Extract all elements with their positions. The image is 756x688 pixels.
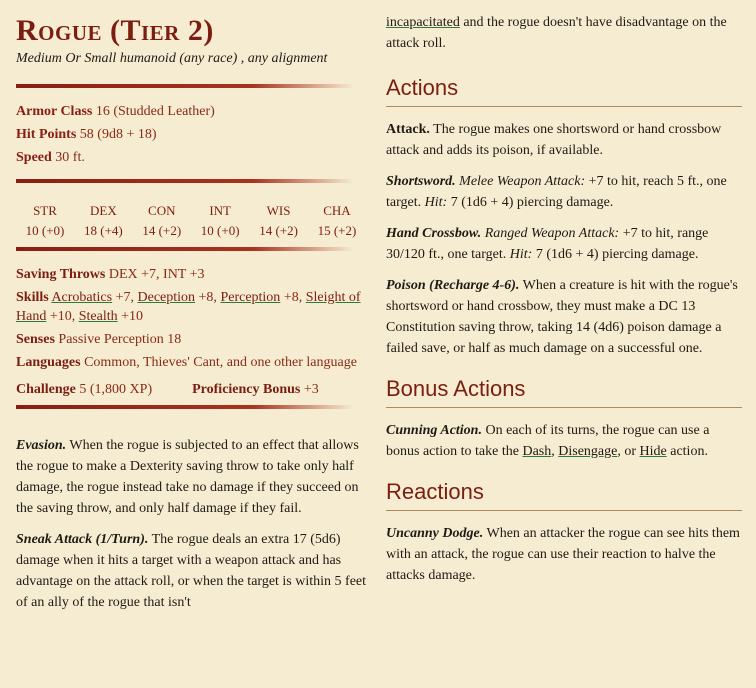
- saving-throws: Saving Throws DEX +7, INT +3: [16, 267, 205, 282]
- action-hand-crossbow: Hand Crossbow. Ranged Weapon Attack: +7 to hit, range 30/120 ft., one target. Hit: 7 (1d6 + 4) piercing damage.: [386, 226, 709, 262]
- page-title: Rogue (Tier 2): [16, 14, 214, 47]
- action-attack: Attack. The rogue makes one shortsword or hand crossbow attack and adds its poison, if available.: [386, 122, 722, 158]
- trait-evasion: Evasion. When the rogue is subjected to an effect that allows the rogue to make a Dexterity saving throw to take only half damage, the rogue instead take no damage if they succeed on the saving throw, and only half damage if they fail.: [16, 438, 359, 516]
- ability-con: CON 14 (+2): [142, 203, 182, 238]
- trait-sneak-attack-continued: incapacitated and the rogue doesn't have disadvantage on the attack roll.: [386, 15, 727, 51]
- skills: Skills Acrobatics +7, Deception +8, Perception +8, Sleight of Hand +10, Stealth +10: [16, 290, 361, 324]
- action-link-hide[interactable]: Hide: [639, 444, 667, 459]
- proficiency-bonus: Proficiency Bonus +3: [192, 382, 319, 397]
- hit-points: Hit Points 58 (9d8 + 18): [16, 127, 157, 142]
- divider: [16, 247, 354, 251]
- ability-dex: DEX 18 (+4): [84, 203, 123, 238]
- reaction-uncanny-dodge: Uncanny Dodge. When an attacker the rogue can see hits them with an attack, the rogue can use their reaction to halve the attacks damage.: [386, 526, 740, 583]
- action-link-disengage[interactable]: Disengage: [558, 444, 618, 459]
- trait-sneak-attack: Sneak Attack (1/Turn). The rogue deals an extra 17 (5d6) damage when it hits a target with a weapon attack and has advantage on the attack roll, or when the target is within 5 feet of an ally of the rogue that isn't: [16, 532, 367, 610]
- bonus-action-cunning: Cunning Action. On each of its turns, the rogue can use a bonus action to take the Dash, Disengage, or Hide action.: [386, 423, 710, 459]
- action-link-dash[interactable]: Dash: [522, 444, 552, 459]
- armor-class: Armor Class 16 (Studded Leather): [16, 104, 215, 119]
- right-column: [386, 12, 742, 596]
- skill-link-stealth[interactable]: Stealth: [78, 309, 118, 324]
- ability-cha: CHA 15 (+2): [317, 203, 357, 238]
- divider: [16, 405, 354, 409]
- section-heading-actions: Actions: [386, 74, 742, 107]
- condition-link-incapacitated[interactable]: incapacitated: [386, 15, 460, 30]
- ability-int: INT 10 (+0): [200, 203, 240, 238]
- action-shortsword: Shortsword. Melee Weapon Attack: +7 to hit, reach 5 ft., one target. Hit: 7 (1d6 + 4) piercing damage.: [386, 174, 727, 210]
- skill-link-sleight-of-hand[interactable]: Sleight of Hand: [16, 290, 361, 324]
- divider: [16, 179, 354, 183]
- ability-scores: [16, 201, 366, 241]
- divider: [16, 84, 354, 88]
- skill-link-perception[interactable]: Perception: [220, 290, 281, 305]
- languages: Languages Common, Thieves' Cant, and one other language: [16, 355, 357, 370]
- ability-wis: WIS 14 (+2): [259, 203, 298, 238]
- skill-link-acrobatics[interactable]: Acrobatics: [51, 290, 113, 305]
- speed: Speed 30 ft.: [16, 150, 85, 165]
- senses: Senses Passive Perception 18: [16, 332, 182, 347]
- section-heading-bonus-actions: Bonus Actions: [386, 375, 742, 408]
- challenge-row: [16, 380, 372, 399]
- skill-link-deception[interactable]: Deception: [137, 290, 196, 305]
- action-poison: Poison (Recharge 4-6). When a creature is hit with the rogue's shortsword or hand crossbow, they must make a DC 13 Constitution saving throw, taking 14 (4d6) poison damage a failed save, or half as much damage on a successful one.: [386, 278, 738, 356]
- section-heading-reactions: Reactions: [386, 478, 742, 511]
- left-column: [16, 12, 372, 623]
- creature-subtitle: Medium Or Small humanoid (any race) , any alignment: [16, 51, 328, 66]
- ability-str: STR 10 (+0): [25, 203, 65, 238]
- challenge: Challenge 5 (1,800 XP): [16, 382, 153, 397]
